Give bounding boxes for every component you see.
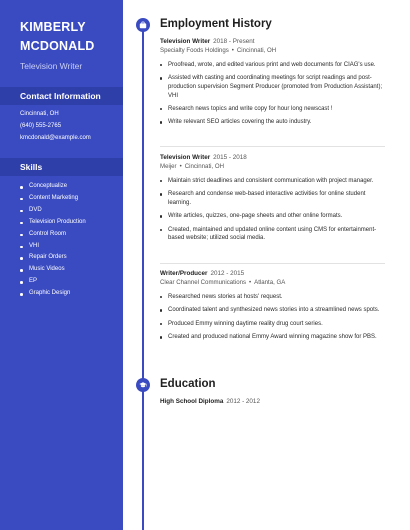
timeline-line (142, 25, 144, 530)
last-name: MCDONALD (20, 39, 95, 53)
job-company: Specialty Foods Holdings (160, 47, 229, 54)
job-bullet: Write articles, quizzes, one-page sheets and other online formats. (160, 212, 385, 221)
skills-heading: Skills (0, 158, 123, 176)
job-bullet: Maintain strict deadlines and consistent communication with project manager. (160, 177, 385, 186)
job-entry: Television Writer 2015 - 2018 Meijer • Cincinnati, OH Maintain strict deadlines and consistent communication with project manager. Research and condense web-based interactive activities for online student learning. Write articles, quizzes, one-page sheets and other online formats. Created, maintained and updated online content using CMS for entertainment-based website; utilized social media. (160, 154, 385, 248)
contact-heading: Contact Information (0, 87, 123, 105)
skill-item: Repair Orders (20, 252, 86, 264)
skill-item: Control Room (20, 229, 86, 241)
candidate-title: Television Writer (20, 61, 83, 71)
job-dates: 2012 - 2015 (210, 270, 245, 277)
job-bullet: Research and condense web-based interactive activities for online student learning. (160, 190, 385, 207)
employment-heading: Employment History (160, 18, 272, 30)
job-location: Atlanta, GA (254, 279, 286, 286)
first-name: KIMBERLY (20, 20, 86, 34)
job-bullet: Research news topics and write copy for hour long newscast ! (160, 105, 385, 114)
job-bullets (160, 177, 385, 243)
sidebar (0, 0, 123, 530)
job-bullets (160, 61, 385, 127)
job-bullet: Created, maintained and updated online content using CMS for entertainment-based website; utilized social media. (160, 226, 385, 243)
skills-list (20, 181, 86, 300)
divider (160, 263, 385, 264)
skill-item: Conceptualize (20, 181, 86, 193)
job-role: Writer/Producer (160, 270, 208, 277)
briefcase-icon (136, 18, 150, 32)
job-company: Clear Channel Communications (160, 279, 247, 286)
candidate-name (20, 18, 120, 56)
job-dates: 2015 - 2018 (213, 154, 247, 161)
job-bullets (160, 293, 385, 342)
job-dates: 2018 - Present (213, 38, 255, 45)
job-role: Television Writer (160, 154, 211, 161)
job-bullet: Write relevant SEO articles covering the auto industry. (160, 118, 385, 127)
divider (160, 146, 385, 147)
skill-item: Music Videos (20, 264, 86, 276)
job-bullet: Proofread, wrote, and edited various print and web documents for CIAG's use. (160, 61, 385, 70)
contact-phone: (640) 555-2765 (20, 123, 62, 129)
job-entry: Television Writer 2018 - Present Specialty Foods Holdings • Cincinnati, OH Proofread, wrote, and edited various print and web documents for CIAG's use. Assisted with casting and coordinating meetings for script readings and post-production supervision Segment Producer (promoted from Production Assistant); VHI Research news topics and write copy for hour long newscast ! Write relevant SEO articles covering the auto industry. (160, 38, 385, 132)
skill-item: Graphic Design (20, 288, 86, 300)
skill-item: DVD (20, 205, 86, 217)
graduation-cap-icon (136, 378, 150, 392)
education-entry (160, 398, 260, 405)
contact-location: Cincinnati, OH (20, 111, 59, 117)
skill-item: Television Production (20, 217, 86, 229)
education-heading: Education (160, 378, 216, 390)
skill-item: Content Marketing (20, 193, 86, 205)
job-bullet: Assisted with casting and coordinating meetings for script readings and post-production supervision Segment Producer (promoted from Production Assistant); VHI (160, 74, 385, 100)
job-bullet: Produced Emmy winning daytime reality drug court series. (160, 320, 385, 329)
education-dates: 2012 - 2012 (226, 398, 260, 405)
contact-email[interactable]: kmcdonald@example.com (20, 135, 91, 141)
job-location: Cincinnati, OH (236, 47, 277, 54)
job-location: Cincinnati, OH (184, 163, 225, 170)
job-bullet: Researched news stories at hosts' request. (160, 293, 385, 302)
job-entry: Writer/Producer 2012 - 2015 Clear Channel Communications • Atlanta, GA Researched news stories at hosts' request. Coordinated talent and synthesized news stories into a streamlined news spots. Produced Emmy winning daytime reality drug court series. Created and produced national Emmy Award winning magazine show for PBS. (160, 270, 385, 347)
job-bullet: Coordinated talent and synthesized news stories into a streamlined news spots. (160, 306, 385, 315)
education-degree: High School Diploma (160, 398, 224, 405)
job-role: Television Writer (160, 38, 211, 45)
job-bullet: Created and produced national Emmy Award winning magazine show for PBS. (160, 333, 385, 342)
skill-item: EP (20, 276, 86, 288)
job-company: Meijer (160, 163, 177, 170)
skill-item: VHI (20, 241, 86, 253)
